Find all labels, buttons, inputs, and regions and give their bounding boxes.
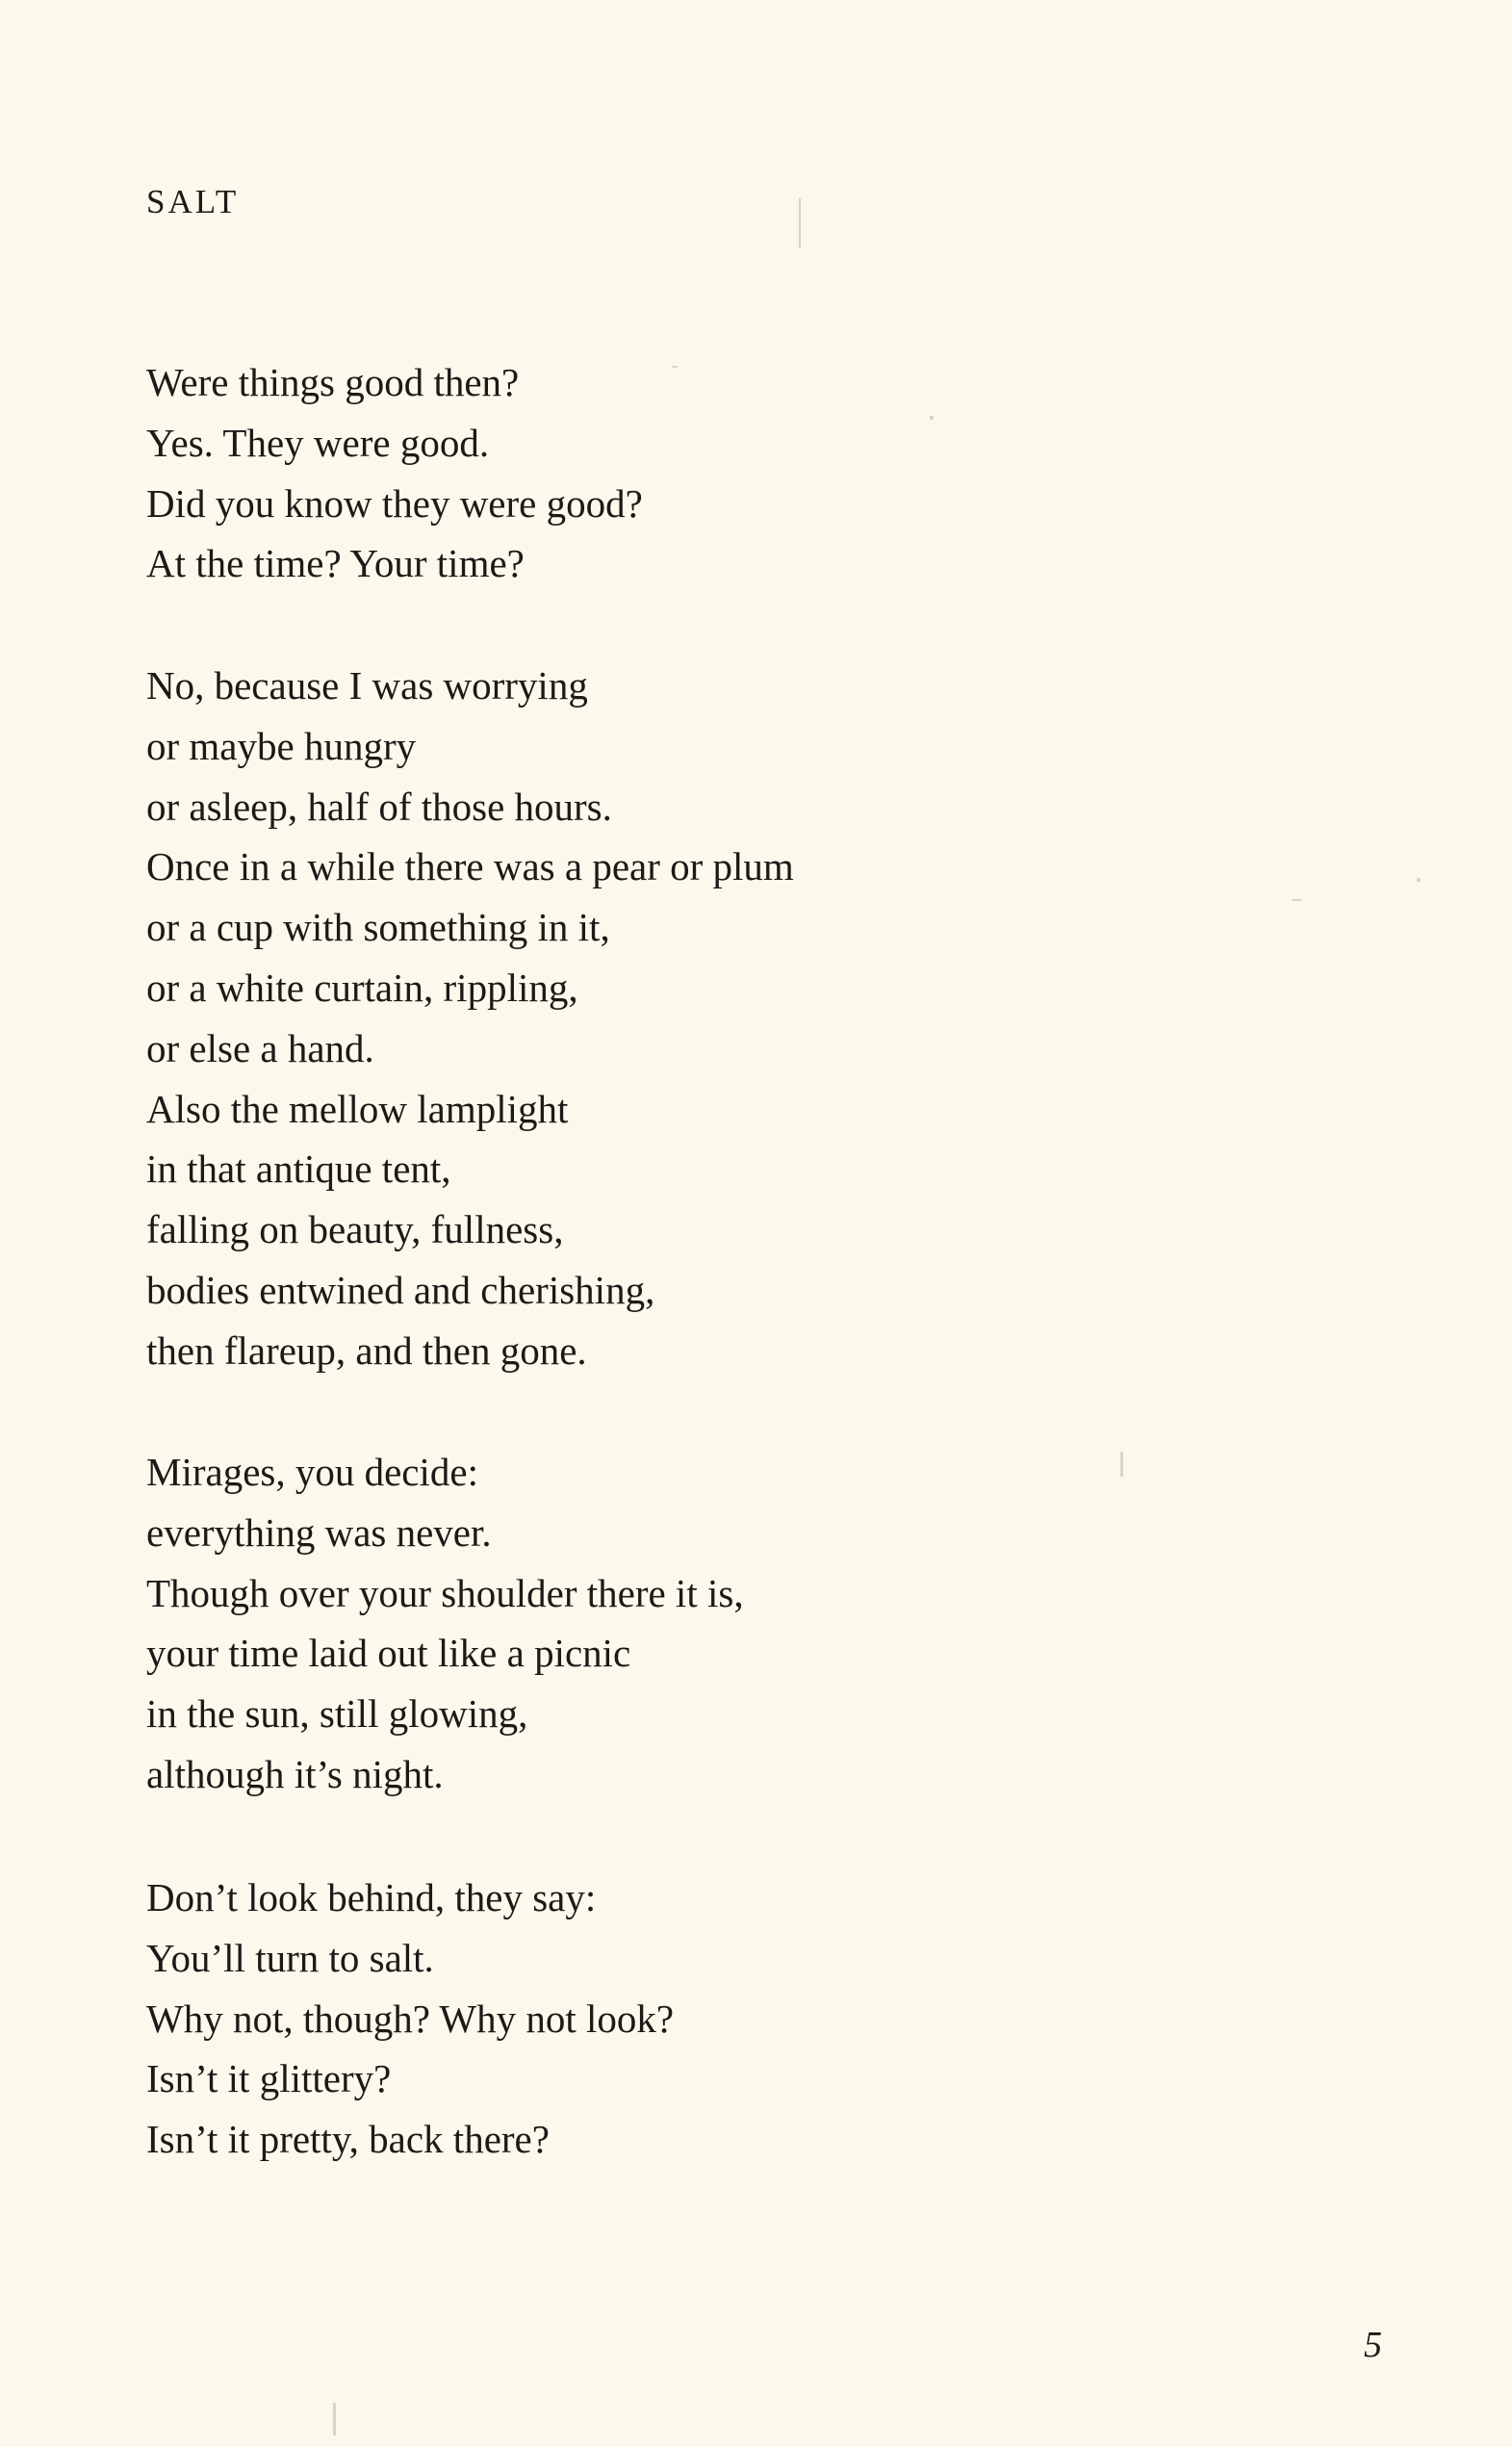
poem-line: No, because I was worrying bbox=[146, 663, 588, 708]
poem-line: then flareup, and then gone. bbox=[146, 1327, 587, 1373]
scan-speck bbox=[799, 198, 801, 248]
stanza-2 bbox=[146, 656, 794, 1381]
scan-speck bbox=[930, 416, 934, 420]
poem-line: Don’t look behind, they say: bbox=[146, 1875, 597, 1919]
poem-line: in the sun, still glowing, bbox=[146, 1691, 528, 1737]
scan-speck bbox=[1120, 1452, 1123, 1477]
poem-line: Also the mellow lamplight bbox=[146, 1086, 569, 1131]
poem-line: Were things good then? bbox=[146, 360, 520, 404]
poem-line: or a cup with something in it, bbox=[146, 905, 610, 950]
stanza-1 bbox=[146, 352, 643, 594]
poem-line: At the time? Your time? bbox=[146, 541, 525, 586]
poem-line: Once in a while there was a pear or plum bbox=[146, 844, 794, 889]
poem-line: your time laid out like a picnic bbox=[146, 1631, 631, 1676]
poem-line: or a white curtain, rippling, bbox=[146, 965, 578, 1010]
poem-line: or else a hand. bbox=[146, 1025, 374, 1070]
scan-speck bbox=[1417, 878, 1421, 882]
poem-line: Isn’t it glittery? bbox=[146, 2056, 392, 2101]
page-number: 5 bbox=[1364, 2325, 1382, 2365]
poem-line: everything was never. bbox=[146, 1509, 492, 1555]
poem-line: You’ll turn to salt. bbox=[146, 1935, 434, 1980]
scan-speck bbox=[333, 2403, 336, 2435]
poem-line: Why not, though? Why not look? bbox=[146, 1996, 675, 2041]
poem-line: Did you know they were good? bbox=[146, 480, 643, 526]
stanza-4 bbox=[146, 1867, 674, 2170]
poem-line: bodies entwined and cherishing, bbox=[146, 1267, 655, 1312]
scan-speck bbox=[1292, 899, 1301, 901]
poem-line: Mirages, you decide: bbox=[146, 1450, 478, 1494]
poem-line: falling on beauty, fullness, bbox=[146, 1207, 564, 1252]
poem-title: SALT bbox=[146, 183, 240, 220]
poem-line: Isn’t it pretty, back there? bbox=[146, 2117, 550, 2162]
poem-line: in that antique tent, bbox=[146, 1146, 451, 1192]
poem-line: although it’s night. bbox=[146, 1751, 444, 1796]
poem-line: Though over your shoulder there it is, bbox=[146, 1570, 744, 1615]
poem-line: or asleep, half of those hours. bbox=[146, 784, 612, 829]
poem-line: or maybe hungry bbox=[146, 723, 417, 768]
stanza-3 bbox=[146, 1442, 744, 1805]
scan-speck bbox=[672, 366, 678, 368]
poem-line: Yes. They were good. bbox=[146, 420, 490, 465]
